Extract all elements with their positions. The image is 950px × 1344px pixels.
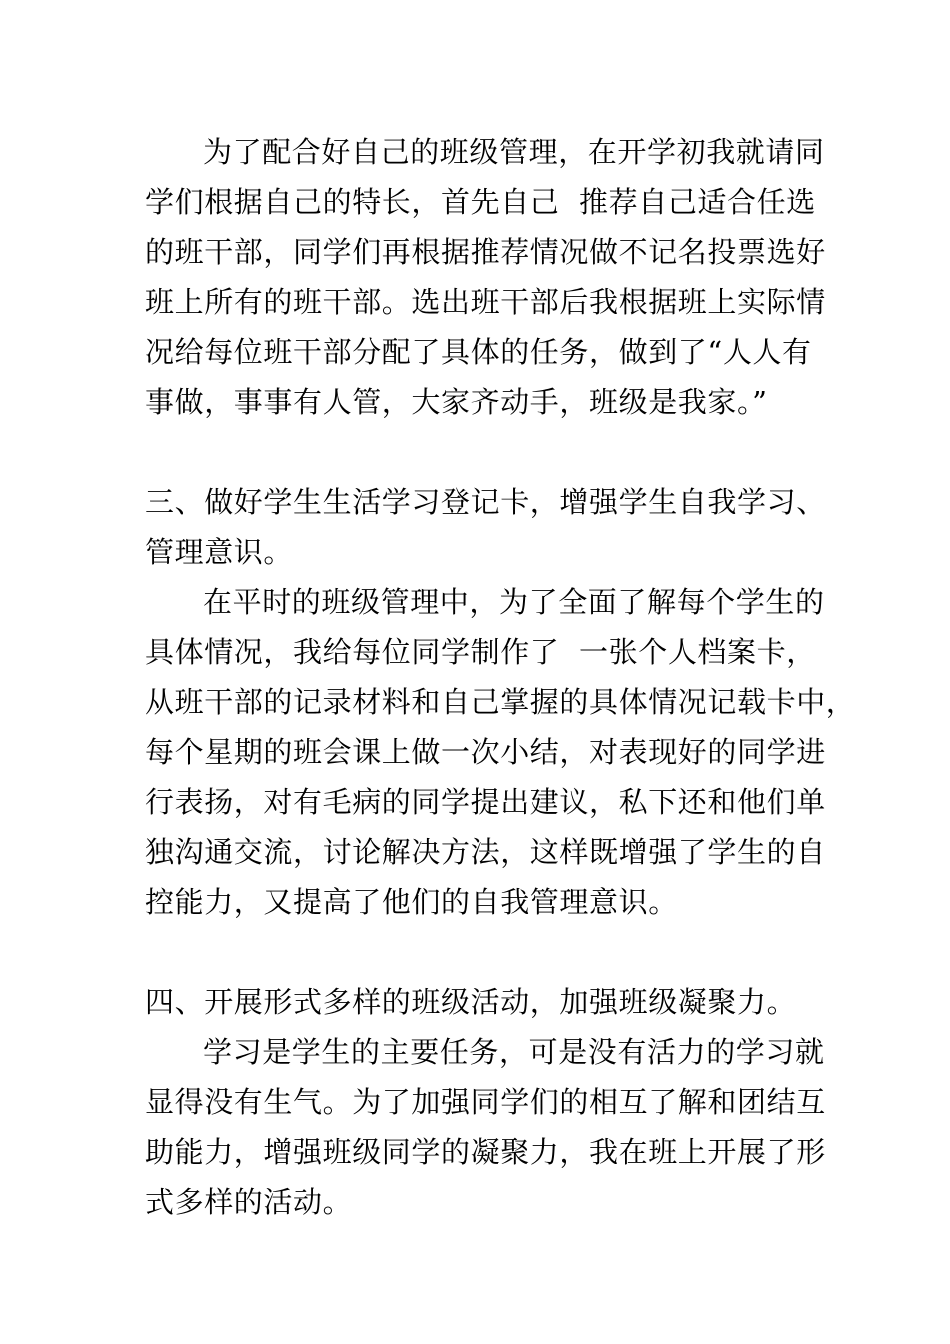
paragraph-line: 控能力，又提高了他们的自我管理意识。	[145, 885, 678, 919]
paragraph-line: 每个星期的班会课上做一次小结，对表现好的同学进	[145, 735, 826, 769]
paragraph-line: 的班干部，同学们再根据推荐情况做不记名投票选好	[145, 235, 826, 269]
paragraph-line: 从班干部的记录材料和自己掌握的具体情况记载卡中，	[145, 685, 856, 719]
paragraph-line: 显得没有生气。为了加强同学们的相互了解和团结互	[145, 1085, 826, 1119]
paragraph-line: 具体情况，我给每位同学制作了 一张个人档案卡，	[145, 635, 816, 669]
paragraph-line: 助能力，增强班级同学的凝聚力，我在班上开展了形	[145, 1135, 826, 1169]
paragraph-line: 班上所有的班干部。选出班干部后我根据班上实际情	[145, 285, 826, 319]
paragraph-line: 行表扬，对有毛病的同学提出建议，私下还和他们单	[145, 785, 826, 819]
paragraph-line: 事做，事事有人管，大家齐动手，班级是我家。”	[145, 385, 768, 419]
section-heading: 四、开展形式多样的班级活动，加强班级凝聚力。	[145, 985, 797, 1019]
section-heading: 管理意识。	[145, 535, 294, 569]
paragraph-line: 在平时的班级管理中，为了全面了解每个学生的	[203, 585, 825, 619]
paragraph-line: 况给每位班干部分配了具体的任务，做到了“人人有	[145, 335, 812, 369]
paragraph-line: 式多样的活动。	[145, 1185, 353, 1219]
paragraph-line: 学习是学生的主要任务，可是没有活力的学习就	[203, 1035, 825, 1069]
paragraph-line: 为了配合好自己的班级管理，在开学初我就请同	[203, 135, 825, 169]
paragraph-line: 学们根据自己的特长，首先自己 推荐自己适合任选	[145, 185, 816, 219]
paragraph-line: 独沟通交流，讨论解决方法，这样既增强了学生的自	[145, 835, 826, 869]
section-heading: 三、做好学生生活学习登记卡，增强学生自我学习、	[145, 485, 826, 519]
